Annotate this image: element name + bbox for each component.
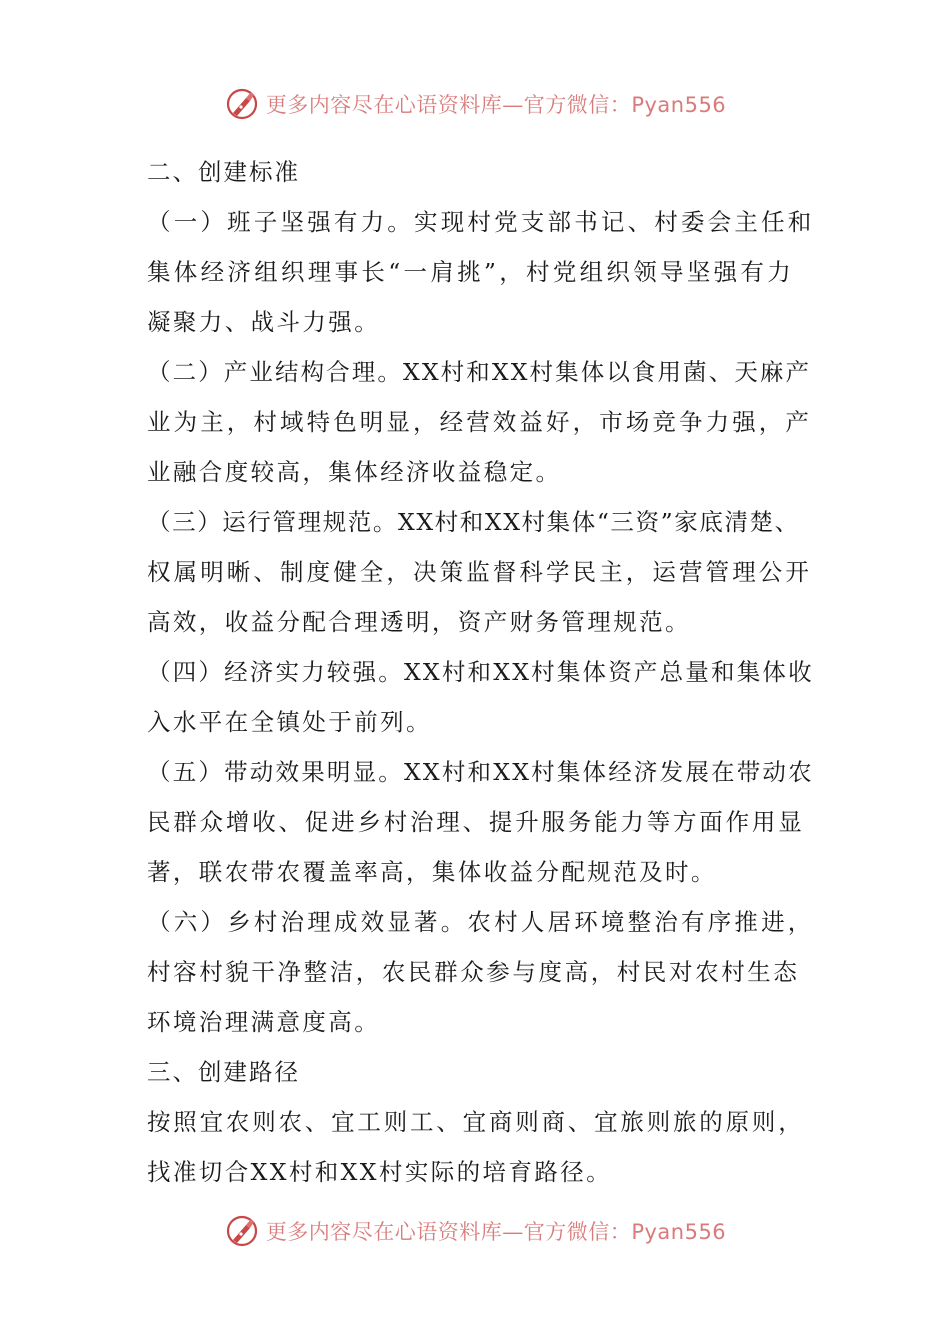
paragraph-line: （一）班子坚强有力。实现村党支部书记、村委会主任和	[147, 208, 815, 236]
paragraph-line: （五）带动效果明显。XX村和XX村集体经济发展在带动农	[147, 758, 814, 786]
paragraph-line: 著，联农带农覆盖率高，集体收益分配规范及时。	[147, 858, 717, 886]
footer-watermark	[0, 1209, 950, 1253]
paragraph-line: 集体经济组织理事长“一肩挑”，村党组织领导坚强有力	[147, 258, 795, 286]
paragraph-line: （四）经济实力较强。XX村和XX村集体资产总量和集体收	[147, 658, 814, 686]
header-watermark	[0, 82, 950, 126]
pen-nib-logo-icon	[224, 86, 260, 122]
pen-nib-logo-icon	[224, 1213, 260, 1249]
paragraph-line: 村容村貌干净整洁，农民群众参与度高，村民对农村生态	[147, 958, 800, 986]
paragraph-line: 找准切合XX村和XX村实际的培育路径。	[147, 1158, 613, 1186]
watermark-text: 更多内容尽在心语资料库—官方微信：Pyan556	[265, 1220, 727, 1244]
paragraph-line: 权属明晰、制度健全，决策监督科学民主，运营管理公开	[147, 558, 812, 586]
watermark-text: 更多内容尽在心语资料库—官方微信：Pyan556	[265, 93, 727, 117]
paragraph-line: 业为主，村域特色明显，经营效益好，市场竞争力强，产	[147, 408, 812, 436]
section-heading: 二、创建标准	[147, 158, 300, 186]
paragraph-line: 业融合度较高，集体经济收益稳定。	[147, 458, 562, 486]
paragraph-line: 环境治理满意度高。	[147, 1008, 381, 1036]
paragraph-line: 按照宜农则农、宜工则工、宜商则商、宜旅则旅的原则，	[147, 1108, 805, 1136]
paragraph-line: （三）运行管理规范。XX村和XX村集体“三资”家底清楚、	[147, 508, 800, 536]
paragraph-line: （二）产业结构合理。XX村和XX村集体以食用菌、天麻产	[147, 358, 812, 386]
paragraph-line: 高效，收益分配合理透明，资产财务管理规范。	[147, 608, 691, 636]
paragraph-line: 民群众增收、促进乡村治理、提升服务能力等方面作用显	[147, 808, 805, 836]
paragraph-line: 入水平在全镇处于前列。	[147, 708, 432, 736]
document-body	[147, 147, 815, 1197]
paragraph-line: （六）乡村治理成效显著。农村人居环境整治有序推进，	[147, 908, 815, 936]
paragraph-line: 凝聚力、战斗力强。	[147, 308, 381, 336]
section-heading: 三、创建路径	[147, 1058, 300, 1086]
